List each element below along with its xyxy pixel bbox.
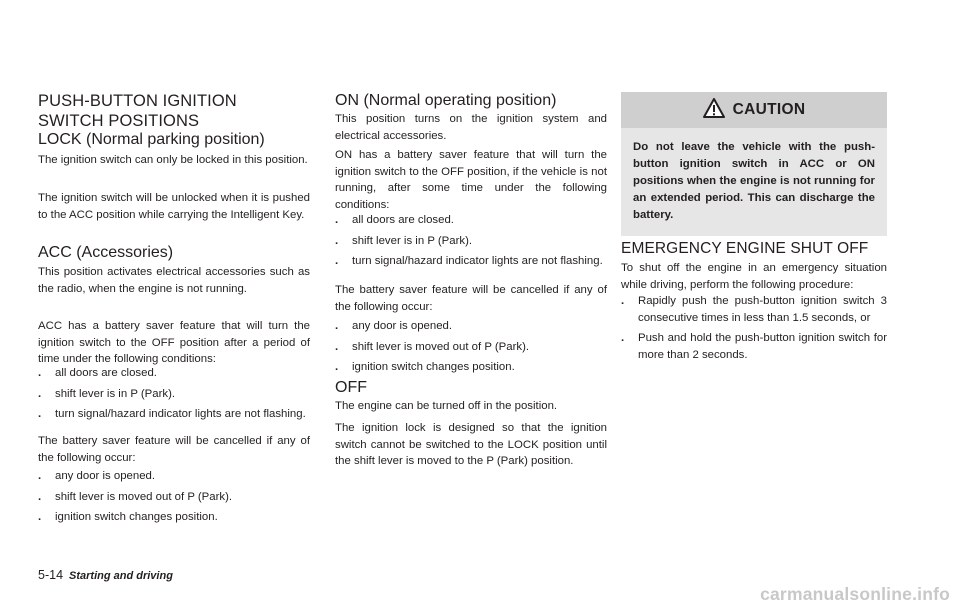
acc-heading: ACC (Accessories)	[38, 244, 174, 261]
acc-paragraph-3: The battery saver feature will be cancelled if any of the following occur:	[38, 435, 310, 464]
list-item: . any door is opened.	[38, 470, 156, 482]
watermark: carmanualsonline.info	[760, 584, 950, 604]
on-paragraph-1: This position turns on the ignition system and electrical accessories.	[335, 113, 607, 142]
caution-text: Do not leave the vehicle with the push-button ignition switch in ACC or ON positions when the engine is not running for an extended period. This can discharge the battery.	[633, 141, 875, 221]
acc-paragraph-1: This position activates electrical accessories such as the radio, when the engine is not running.	[38, 266, 310, 295]
caution-title: CAUTION	[732, 101, 806, 118]
list-item: . turn signal/hazard indicator lights are not flashing.	[335, 255, 603, 268]
warning-triangle-icon	[703, 98, 725, 123]
acc-cancel-list	[38, 468, 310, 526]
list-item: . any door is opened.	[335, 320, 453, 332]
lock-paragraph-2: The ignition switch will be unlocked when it is pushed to the ACC position while carrying the Intelligent Key.	[38, 192, 310, 221]
page-number: 5-14	[38, 568, 64, 582]
acc-paragraph-2: ACC has a battery saver feature that will turn the ignition switch to the OFF position after a period of time under the following conditions:	[38, 320, 310, 366]
section-heading: PUSH-BUTTON IGNITION SWITCH POSITIONS	[38, 92, 237, 130]
on-cancel-list	[335, 318, 607, 376]
caution-box	[621, 92, 887, 236]
emergency-paragraph: To shut off the engine in an emergency situation while driving, perform the following procedure:	[621, 262, 887, 291]
on-heading: ON (Normal operating position)	[335, 92, 557, 109]
list-item: . turn signal/hazard indicator lights are not flashing.	[38, 408, 306, 421]
list-item: . shift lever is in P (Park).	[335, 234, 473, 247]
list-item: . ignition switch changes position.	[335, 361, 515, 374]
list-item: . shift lever is moved out of P (Park).	[38, 490, 233, 503]
list-item: . Rapidly push the push-button ignition switch 3 consecutive times in less than 1.5 seconds, or	[621, 295, 887, 324]
list-item: . all doors are closed.	[335, 214, 454, 226]
off-paragraph-2: The ignition lock is designed so that the ignition switch cannot be switched to the LOCK position until the shift lever is moved to the P (Park) position.	[335, 422, 607, 468]
emergency-heading: EMERGENCY ENGINE SHUT OFF	[621, 240, 869, 257]
list-item: . shift lever is moved out of P (Park).	[335, 340, 530, 353]
page-footer	[38, 568, 173, 582]
lock-paragraph-1: The ignition switch can only be locked in this position.	[38, 154, 308, 166]
off-paragraph-1: The engine can be turned off in the position.	[335, 400, 558, 412]
on-conditions-list	[335, 212, 607, 270]
on-paragraph-2: ON has a battery saver feature that will turn the ignition switch to the OFF position, if the vehicle is not running, after some time under the following conditions:	[335, 149, 607, 211]
list-item: . all doors are closed.	[38, 367, 157, 379]
off-heading: OFF	[335, 379, 367, 396]
on-paragraph-3: The battery saver feature will be cancelled if any of the following occur:	[335, 284, 607, 313]
caution-header	[621, 92, 887, 128]
section-name: Starting and driving	[69, 570, 173, 582]
emergency-steps-list	[621, 293, 887, 363]
lock-heading: LOCK (Normal parking position)	[38, 131, 265, 148]
acc-conditions-list	[38, 365, 310, 423]
list-item: . shift lever is in P (Park).	[38, 387, 176, 400]
list-item: . Push and hold the push-button ignition switch for more than 2 seconds.	[621, 332, 887, 361]
list-item: . ignition switch changes position.	[38, 511, 218, 524]
